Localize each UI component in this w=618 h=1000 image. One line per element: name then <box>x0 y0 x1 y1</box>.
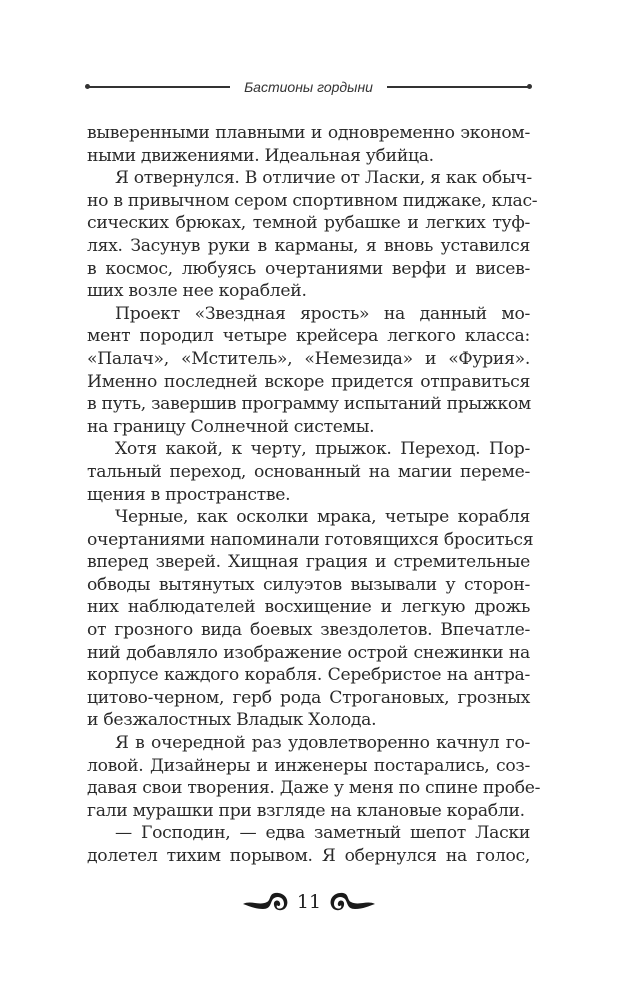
running-header <box>87 76 530 98</box>
text-line: Хотя какой, к черту, прыжок. Переход. Пор- <box>115 439 530 460</box>
page-number: 11 <box>296 891 322 913</box>
paragraph <box>87 303 530 439</box>
text-line: Черные, как осколки мрака, четыре корабля <box>115 507 530 528</box>
text-line: них наблюдателей восхищение и легкую дрожь <box>87 597 530 618</box>
text-line: в космос, любуясь очертаниями верфи и висев- <box>87 258 530 279</box>
text-line: лях. Засунув руки в карманы, я вновь уставился <box>87 235 530 256</box>
paragraph <box>87 506 534 732</box>
text-line: от грозного вида боевых звездолетов. Впечатле- <box>87 620 530 641</box>
header-rule-right <box>387 86 530 87</box>
text-line: Проект «Звездная ярость» на данный мо- <box>115 303 530 324</box>
text-line: в путь, завершив программу испытаний прыжком <box>87 394 531 415</box>
text-line: давая свои творения. Даже у меня по спине пробе- <box>87 778 541 799</box>
text-line: но в привычном сером спортивном пиджаке, клас- <box>87 190 538 211</box>
ornament-right-icon <box>327 890 377 914</box>
text-line: гали мурашки при взгляде на клановые корабли. <box>87 800 525 821</box>
text-line: щения в пространстве. <box>87 484 291 505</box>
text-line: Именно последней вскоре придется отправиться <box>87 371 530 392</box>
text-line: вперед зверей. Хищная грация и стремительные <box>87 552 530 573</box>
page-body-text <box>87 122 541 868</box>
text-line: выверенными плавными и одновременно эконом- <box>87 123 530 143</box>
text-line: Я отвернулся. В отличие от Ласки, я как обыч- <box>115 168 532 189</box>
ornament-left-icon <box>241 890 291 914</box>
text-line: на границу Солнечной системы. <box>87 416 375 437</box>
page-footer <box>0 890 618 914</box>
text-line: Я в очередной раз удовлетворенно качнул го- <box>115 733 530 754</box>
text-line: тальный переход, основанный на магии переме- <box>87 461 530 482</box>
text-line: долетел тихим порывом. Я обернулся на голос, <box>87 846 530 866</box>
running-header-title: Бастионы гордыни <box>244 79 373 95</box>
text-line: — Господин, — едва заметный шепот Ласки <box>115 823 530 844</box>
text-line: и безжалостных Владык Холода. <box>87 710 377 731</box>
text-line: корпусе каждого корабля. Серебристое на антра- <box>87 665 530 686</box>
text-line: цитово-черном, герб рода Строгановых, грозных <box>87 687 530 708</box>
paragraph <box>87 822 530 867</box>
text-line: сических брюках, темной рубашке и легких туф- <box>87 213 530 234</box>
text-line: мент породил четыре крейсера легкого класса: <box>87 326 530 347</box>
text-line: обводы вытянутых силуэтов вызывали у сторон- <box>87 574 530 595</box>
text-line: очертаниями напоминали готовящихся броситься <box>87 529 534 550</box>
text-line: «Палач», «Мститель», «Немезида» и «Фурия». <box>87 348 530 369</box>
text-line: ными движениями. Идеальная убийца. <box>87 145 434 166</box>
paragraph <box>87 167 538 303</box>
header-rule-left <box>87 86 230 87</box>
text-line: ших возле нее кораблей. <box>87 281 307 302</box>
paragraph <box>87 122 530 167</box>
text-line: ловой. Дизайнеры и инженеры постарались, соз- <box>87 755 530 776</box>
paragraph <box>87 732 541 822</box>
paragraph <box>87 438 530 506</box>
text-line: ний добавляло изображение острой снежинки на <box>87 642 530 663</box>
